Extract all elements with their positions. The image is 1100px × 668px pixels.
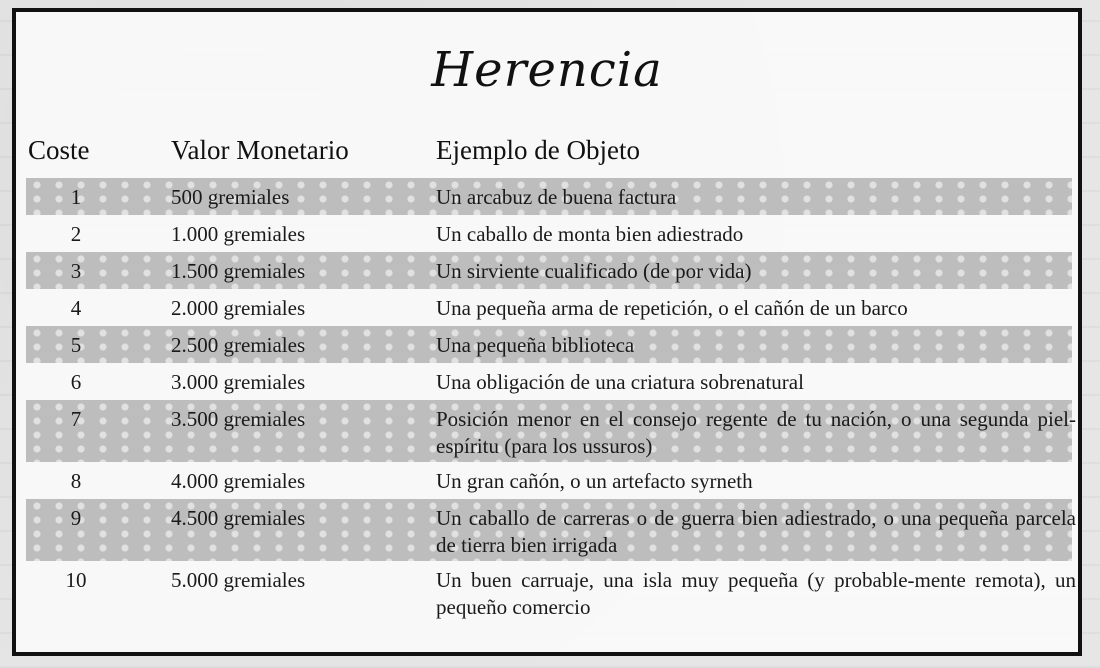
herencia-table-box — [12, 8, 1082, 656]
cell-value: 500 gremiales — [171, 185, 290, 209]
cell-cost: 6 — [70, 370, 82, 394]
cell-cost: 10 — [65, 568, 87, 592]
cell-value: 2.500 gremiales — [171, 333, 306, 357]
cell-value: 1.500 gremiales — [171, 259, 306, 283]
cell-cost: 3 — [70, 259, 82, 283]
cell-value: 4.500 gremiales — [171, 506, 306, 530]
table-row — [26, 289, 1072, 326]
cell-example: Un gran cañón, o un artefacto syrneth — [436, 469, 753, 493]
header-cost: Coste — [28, 135, 90, 165]
table-row — [26, 499, 1076, 561]
cell-example: Un arcabuz de buena factura — [436, 185, 677, 209]
table-row — [26, 252, 1072, 289]
table-row — [26, 363, 1072, 400]
cell-value: 2.000 gremiales — [171, 296, 306, 320]
table-row — [26, 178, 1072, 215]
table-header-row — [16, 135, 1078, 173]
table-row — [26, 561, 1076, 623]
cell-example: Un caballo de carreras o de guerra bien adiestrado, o una pequeña parcela de tierra bien irrigada — [436, 506, 1076, 557]
cell-example: Una pequeña arma de repetición, o el cañón de un barco — [436, 296, 908, 320]
cell-example: Una obligación de una criatura sobrenatural — [436, 370, 804, 394]
cell-cost: 5 — [70, 333, 82, 357]
cell-example: Una pequeña biblioteca — [436, 333, 635, 357]
table-body — [26, 178, 1076, 623]
header-example: Ejemplo de Objeto — [436, 135, 640, 165]
table-row — [26, 462, 1072, 499]
cell-value: 3.500 gremiales — [171, 407, 306, 431]
cell-value: 1.000 gremiales — [171, 222, 306, 246]
cell-example: Posición menor en el consejo regente de tu nación, o una segunda piel-espíritu (para los ussuros) — [436, 407, 1076, 458]
cell-value: 4.000 gremiales — [171, 469, 306, 493]
cell-cost: 9 — [70, 506, 82, 530]
cell-example: Un sirviente cualificado (de por vida) — [436, 259, 752, 283]
header-value: Valor Monetario — [171, 135, 349, 165]
table-row — [26, 400, 1076, 462]
cell-example: Un buen carruaje, una isla muy pequeña (y probable-mente remota), un pequeño comercio — [436, 568, 1076, 619]
cell-value: 3.000 gremiales — [171, 370, 306, 394]
cell-cost: 2 — [70, 222, 82, 246]
cell-example: Un caballo de monta bien adiestrado — [436, 222, 744, 246]
table-row — [26, 215, 1072, 252]
cell-cost: 4 — [70, 296, 82, 320]
table-title: Herencia — [431, 42, 663, 98]
cell-value: 5.000 gremiales — [171, 568, 306, 592]
table-row — [26, 326, 1072, 363]
cell-cost: 1 — [70, 185, 82, 209]
cell-cost: 7 — [70, 407, 82, 431]
cell-cost: 8 — [70, 469, 82, 493]
